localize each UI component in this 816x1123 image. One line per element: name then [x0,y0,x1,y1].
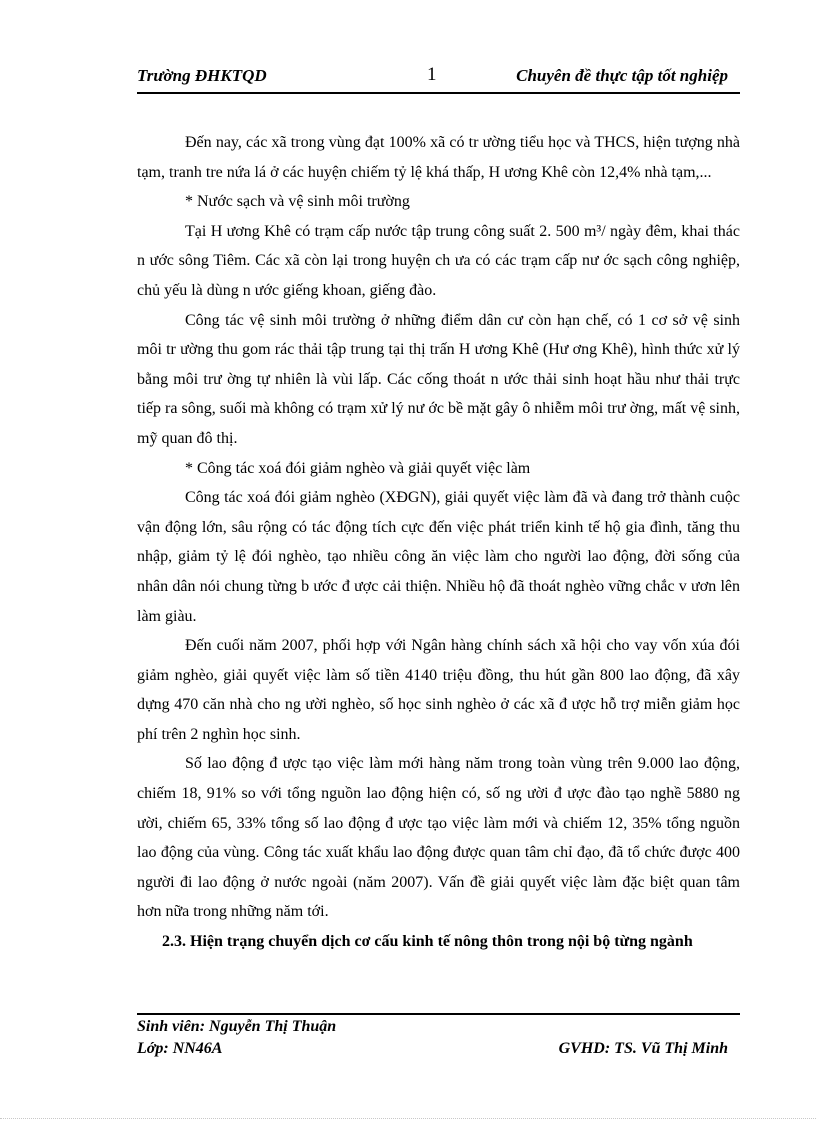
paragraph-sanitation: Công tác vệ sinh môi trường ở những điểm dân cư còn hạn chế, có 1 cơ sở vệ sinh môi tr ường thu gom rác thải tập trung tại thị trấn H ương Khê (Hư ơng Khê), hình thức xử lý bằng môi trư ờng tự nhiên là vùi lấp. Các cống thoát n ước thải sinh hoạt hầu như thải trực tiếp ra sông, suối mà không có trạm xử lý nư ớc bề mặt gây ô nhiễm môi trư ờng, mất vệ sinh, mỹ quan đô thị. [137,311,740,447]
footer-advisor: GVHD: TS. Vũ Thị Minh [558,1040,728,1057]
header-university: Trường ĐHKTQD [137,66,267,85]
subheading-clean-water: * Nước sạch và vệ sinh môi trường [185,193,410,211]
paragraph-water-supply: Tại H ương Khê có trạm cấp nước tập trung công suất 2. 500 m³/ ngày đêm, khai thác n ước sông Tiêm. Các xã còn lại trong huyện ch ưa có các trạm cấp nư ớc sạch công nghiệp, chủ yếu là dùng n ước giếng khoan, giếng đào. [137,222,740,299]
section-heading: 2.3. Hiện trạng chuyển dịch cơ cấu kinh tế nông thôn trong nội bộ từng ngành [162,933,693,951]
page-header [137,62,740,94]
paragraph-poverty-reduction: Công tác xoá đói giảm nghèo (XĐGN), giải quyết việc làm đã và đang trở thành cuộc vận động lớn, sâu rộng có tác động tích cực đến việc phát triển kinh tế hộ gia đình, tăng thu nhập, giảm tỷ lệ đói nghèo, tạo nhiều công ăn việc làm cho người lao động, đời sống của nhân dân nói chung từng b ước đ ược cải thiện. Nhiều hộ đã thoát nghèo vững chắc v ươn lên làm giàu. [137,489,740,625]
paragraph-loans-2007: Đến cuối năm 2007, phối hợp với Ngân hàng chính sách xã hội cho vay vốn xúa đói giảm nghèo, giải quyết việc làm số tiền 4140 triệu đồng, thu hút gần 800 lao động, đã xây dựng 470 căn nhà cho ng ười nghèo, số học sinh nghèo ở các xã đ ược hỗ trợ miễn giảm học phí trên 2 nghìn học sinh. [137,637,740,743]
subheading-poverty-reduction: * Công tác xoá đói giảm nghèo và giải quyết việc làm [185,459,531,477]
header-document-title: Chuyên đề thực tập tốt nghiệp [516,66,728,85]
footer-student: Sinh viên: Nguyễn Thị Thuận [137,1018,337,1035]
footer-line-1 [137,1018,740,1040]
document-body [137,128,740,957]
paragraph-employment: Số lao động đ ược tạo việc làm mới hàng năm trong toàn vùng trên 9.000 lao động, chiếm 18, 91% so với tổng nguồn lao động hiện có, số ng ười đ ược đào tạo nghề 5880 ng ười, chiếm 65, 33% tổng số lao động đ ược tạo việc làm mới và chiếm 12, 35% tổng nguồn lao động của vùng. Công tác xuất khẩu lao động được quan tâm chỉ đạo, đã tổ chức được 400 người đi lao động ở nước ngoài (năm 2007). Vấn đề giải quyết việc làm đặc biệt quan tâm hơn nữa trong những năm tới. [137,755,740,921]
page-number: 1 [427,64,437,85]
page-footer [137,1013,740,1062]
footer-line-2 [137,1040,740,1062]
paragraph-schools-housing: Đến nay, các xã trong vùng đạt 100% xã có tr ường tiểu học và THCS, hiện tượng nhà tạm, tranh tre nứa lá ở các huyện chiếm tỷ lệ khá thấp, H ương Khê còn 12,4% nhà tạm,... [137,134,740,181]
footer-class: Lớp: NN46A [137,1040,223,1057]
page-boundary [0,1118,816,1119]
